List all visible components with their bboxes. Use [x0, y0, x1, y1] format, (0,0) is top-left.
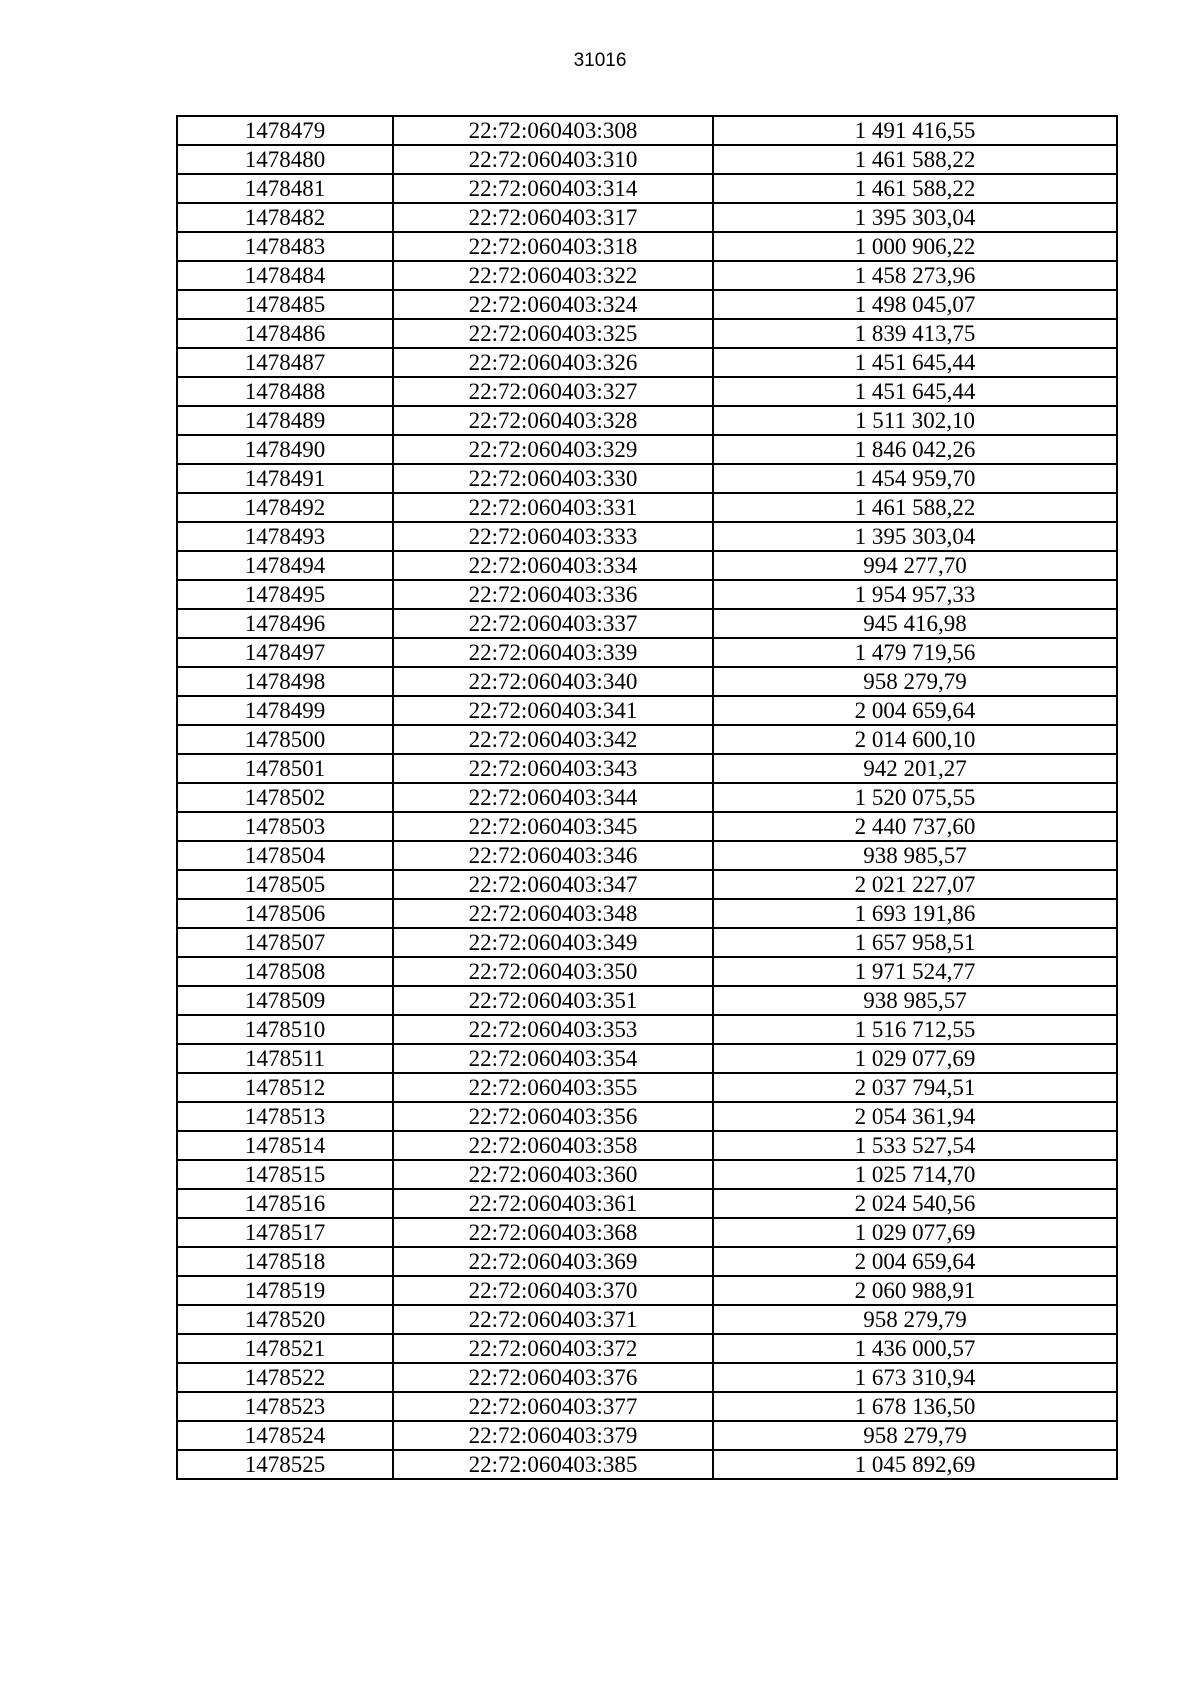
value-cell: 945 416,98 [713, 609, 1117, 638]
table-row [177, 551, 1117, 580]
cadastral-number-cell: 22:72:060403:318 [393, 232, 713, 261]
table-row [177, 406, 1117, 435]
value-cell: 1 461 588,22 [713, 174, 1117, 203]
value-cell: 1 673 310,94 [713, 1363, 1117, 1392]
table-row [177, 899, 1117, 928]
value-cell: 1 395 303,04 [713, 522, 1117, 551]
table-row [177, 957, 1117, 986]
cadastral-number-cell: 22:72:060403:327 [393, 377, 713, 406]
value-cell: 1 451 645,44 [713, 348, 1117, 377]
table-row [177, 1073, 1117, 1102]
table-row [177, 841, 1117, 870]
table-row [177, 1276, 1117, 1305]
cadastral-number-cell: 22:72:060403:372 [393, 1334, 713, 1363]
record-number-cell: 1478492 [177, 493, 393, 522]
table-row [177, 667, 1117, 696]
table-row [177, 348, 1117, 377]
cadastral-number-cell: 22:72:060403:351 [393, 986, 713, 1015]
record-number-cell: 1478511 [177, 1044, 393, 1073]
cadastral-number-cell: 22:72:060403:343 [393, 754, 713, 783]
record-number-cell: 1478508 [177, 957, 393, 986]
table-row [177, 928, 1117, 957]
value-cell: 1 436 000,57 [713, 1334, 1117, 1363]
value-cell: 1 454 959,70 [713, 464, 1117, 493]
value-cell: 2 004 659,64 [713, 696, 1117, 725]
table-row [177, 290, 1117, 319]
table-row [177, 1102, 1117, 1131]
record-number-cell: 1478480 [177, 145, 393, 174]
record-number-cell: 1478523 [177, 1392, 393, 1421]
cadastral-number-cell: 22:72:060403:368 [393, 1218, 713, 1247]
cadastral-number-cell: 22:72:060403:369 [393, 1247, 713, 1276]
value-cell: 1 491 416,55 [713, 116, 1117, 145]
record-number-cell: 1478525 [177, 1450, 393, 1479]
cadastral-number-cell: 22:72:060403:324 [393, 290, 713, 319]
table-row [177, 609, 1117, 638]
cadastral-number-cell: 22:72:060403:331 [393, 493, 713, 522]
cadastral-number-cell: 22:72:060403:345 [393, 812, 713, 841]
cadastral-number-cell: 22:72:060403:326 [393, 348, 713, 377]
value-cell: 1 029 077,69 [713, 1044, 1117, 1073]
record-number-cell: 1478514 [177, 1131, 393, 1160]
record-number-cell: 1478493 [177, 522, 393, 551]
table-row [177, 986, 1117, 1015]
table-row [177, 1363, 1117, 1392]
value-cell: 1 451 645,44 [713, 377, 1117, 406]
value-cell: 1 458 273,96 [713, 261, 1117, 290]
table-row [177, 493, 1117, 522]
table-row [177, 1450, 1117, 1479]
cadastral-number-cell: 22:72:060403:358 [393, 1131, 713, 1160]
record-number-cell: 1478497 [177, 638, 393, 667]
record-number-cell: 1478485 [177, 290, 393, 319]
record-number-cell: 1478502 [177, 783, 393, 812]
cadastral-number-cell: 22:72:060403:340 [393, 667, 713, 696]
value-cell: 1 520 075,55 [713, 783, 1117, 812]
value-cell: 1 533 527,54 [713, 1131, 1117, 1160]
value-cell: 2 004 659,64 [713, 1247, 1117, 1276]
value-cell: 1 045 892,69 [713, 1450, 1117, 1479]
table-row [177, 174, 1117, 203]
value-cell: 958 279,79 [713, 1305, 1117, 1334]
table-row [177, 725, 1117, 754]
record-number-cell: 1478481 [177, 174, 393, 203]
record-number-cell: 1478510 [177, 1015, 393, 1044]
value-cell: 942 201,27 [713, 754, 1117, 783]
record-number-cell: 1478504 [177, 841, 393, 870]
record-number-cell: 1478489 [177, 406, 393, 435]
table-row [177, 1421, 1117, 1450]
cadastral-number-cell: 22:72:060403:346 [393, 841, 713, 870]
value-cell: 1 693 191,86 [713, 899, 1117, 928]
cadastral-number-cell: 22:72:060403:385 [393, 1450, 713, 1479]
cadastral-number-cell: 22:72:060403:314 [393, 174, 713, 203]
value-cell: 938 985,57 [713, 841, 1117, 870]
table-row [177, 464, 1117, 493]
record-number-cell: 1478515 [177, 1160, 393, 1189]
record-number-cell: 1478491 [177, 464, 393, 493]
data-table [176, 115, 1118, 1480]
value-cell: 1 000 906,22 [713, 232, 1117, 261]
cadastral-number-cell: 22:72:060403:344 [393, 783, 713, 812]
table-row [177, 1305, 1117, 1334]
page-number: 31016 [573, 50, 627, 71]
record-number-cell: 1478486 [177, 319, 393, 348]
record-number-cell: 1478494 [177, 551, 393, 580]
record-number-cell: 1478499 [177, 696, 393, 725]
value-cell: 2 060 988,91 [713, 1276, 1117, 1305]
record-number-cell: 1478517 [177, 1218, 393, 1247]
table-row [177, 377, 1117, 406]
cadastral-number-cell: 22:72:060403:349 [393, 928, 713, 957]
cadastral-number-cell: 22:72:060403:317 [393, 203, 713, 232]
record-number-cell: 1478503 [177, 812, 393, 841]
table-row [177, 1218, 1117, 1247]
record-number-cell: 1478505 [177, 870, 393, 899]
cadastral-number-cell: 22:72:060403:376 [393, 1363, 713, 1392]
record-number-cell: 1478512 [177, 1073, 393, 1102]
table-row [177, 261, 1117, 290]
value-cell: 2 021 227,07 [713, 870, 1117, 899]
cadastral-number-cell: 22:72:060403:371 [393, 1305, 713, 1334]
record-number-cell: 1478479 [177, 116, 393, 145]
value-cell: 2 014 600,10 [713, 725, 1117, 754]
record-number-cell: 1478500 [177, 725, 393, 754]
cadastral-number-cell: 22:72:060403:355 [393, 1073, 713, 1102]
value-cell: 994 277,70 [713, 551, 1117, 580]
record-number-cell: 1478507 [177, 928, 393, 957]
record-number-cell: 1478501 [177, 754, 393, 783]
cadastral-number-cell: 22:72:060403:329 [393, 435, 713, 464]
cadastral-number-cell: 22:72:060403:353 [393, 1015, 713, 1044]
record-number-cell: 1478495 [177, 580, 393, 609]
value-cell: 1 025 714,70 [713, 1160, 1117, 1189]
table-row [177, 232, 1117, 261]
table-row [177, 522, 1117, 551]
cadastral-number-cell: 22:72:060403:356 [393, 1102, 713, 1131]
cadastral-number-cell: 22:72:060403:308 [393, 116, 713, 145]
record-number-cell: 1478488 [177, 377, 393, 406]
record-number-cell: 1478498 [177, 667, 393, 696]
table-row [177, 319, 1117, 348]
value-cell: 1 516 712,55 [713, 1015, 1117, 1044]
table-row [177, 812, 1117, 841]
record-number-cell: 1478522 [177, 1363, 393, 1392]
record-number-cell: 1478509 [177, 986, 393, 1015]
cadastral-number-cell: 22:72:060403:336 [393, 580, 713, 609]
value-cell: 958 279,79 [713, 1421, 1117, 1450]
value-cell: 938 985,57 [713, 986, 1117, 1015]
cadastral-number-cell: 22:72:060403:350 [393, 957, 713, 986]
record-number-cell: 1478516 [177, 1189, 393, 1218]
table-row [177, 1131, 1117, 1160]
cadastral-number-cell: 22:72:060403:370 [393, 1276, 713, 1305]
cadastral-number-cell: 22:72:060403:354 [393, 1044, 713, 1073]
table-row [177, 696, 1117, 725]
value-cell: 1 678 136,50 [713, 1392, 1117, 1421]
cadastral-number-cell: 22:72:060403:377 [393, 1392, 713, 1421]
table-row [177, 145, 1117, 174]
cadastral-number-cell: 22:72:060403:322 [393, 261, 713, 290]
cadastral-number-cell: 22:72:060403:341 [393, 696, 713, 725]
table-row [177, 1044, 1117, 1073]
table-row [177, 203, 1117, 232]
record-number-cell: 1478490 [177, 435, 393, 464]
value-cell: 1 395 303,04 [713, 203, 1117, 232]
cadastral-number-cell: 22:72:060403:333 [393, 522, 713, 551]
cadastral-number-cell: 22:72:060403:379 [393, 1421, 713, 1450]
record-number-cell: 1478482 [177, 203, 393, 232]
record-number-cell: 1478487 [177, 348, 393, 377]
table-row [177, 1189, 1117, 1218]
value-cell: 1 461 588,22 [713, 145, 1117, 174]
value-cell: 1 029 077,69 [713, 1218, 1117, 1247]
table-row [177, 580, 1117, 609]
cadastral-number-cell: 22:72:060403:325 [393, 319, 713, 348]
cadastral-number-cell: 22:72:060403:342 [393, 725, 713, 754]
value-cell: 1 479 719,56 [713, 638, 1117, 667]
record-number-cell: 1478483 [177, 232, 393, 261]
cadastral-number-cell: 22:72:060403:348 [393, 899, 713, 928]
record-number-cell: 1478519 [177, 1276, 393, 1305]
cadastral-number-cell: 22:72:060403:339 [393, 638, 713, 667]
cadastral-number-cell: 22:72:060403:328 [393, 406, 713, 435]
value-cell: 2 024 540,56 [713, 1189, 1117, 1218]
cadastral-number-cell: 22:72:060403:347 [393, 870, 713, 899]
value-cell: 1 657 958,51 [713, 928, 1117, 957]
table-row [177, 435, 1117, 464]
value-cell: 1 461 588,22 [713, 493, 1117, 522]
table-row [177, 1392, 1117, 1421]
record-number-cell: 1478496 [177, 609, 393, 638]
value-cell: 2 037 794,51 [713, 1073, 1117, 1102]
cadastral-number-cell: 22:72:060403:337 [393, 609, 713, 638]
table-row [177, 1247, 1117, 1276]
value-cell: 2 440 737,60 [713, 812, 1117, 841]
table-body [177, 116, 1117, 1479]
cadastral-number-cell: 22:72:060403:334 [393, 551, 713, 580]
cadastral-number-cell: 22:72:060403:310 [393, 145, 713, 174]
table-row [177, 754, 1117, 783]
record-number-cell: 1478518 [177, 1247, 393, 1276]
table-row [177, 783, 1117, 812]
record-number-cell: 1478521 [177, 1334, 393, 1363]
table-row [177, 116, 1117, 145]
record-number-cell: 1478520 [177, 1305, 393, 1334]
value-cell: 1 839 413,75 [713, 319, 1117, 348]
record-number-cell: 1478524 [177, 1421, 393, 1450]
record-number-cell: 1478506 [177, 899, 393, 928]
value-cell: 958 279,79 [713, 667, 1117, 696]
table-row [177, 638, 1117, 667]
table-row [177, 1160, 1117, 1189]
value-cell: 1 498 045,07 [713, 290, 1117, 319]
value-cell: 1 846 042,26 [713, 435, 1117, 464]
table-row [177, 1334, 1117, 1363]
value-cell: 1 954 957,33 [713, 580, 1117, 609]
table-row [177, 1015, 1117, 1044]
record-number-cell: 1478484 [177, 261, 393, 290]
cadastral-number-cell: 22:72:060403:360 [393, 1160, 713, 1189]
cadastral-number-cell: 22:72:060403:330 [393, 464, 713, 493]
cadastral-number-cell: 22:72:060403:361 [393, 1189, 713, 1218]
value-cell: 1 971 524,77 [713, 957, 1117, 986]
value-cell: 2 054 361,94 [713, 1102, 1117, 1131]
value-cell: 1 511 302,10 [713, 406, 1117, 435]
record-number-cell: 1478513 [177, 1102, 393, 1131]
table-row [177, 870, 1117, 899]
